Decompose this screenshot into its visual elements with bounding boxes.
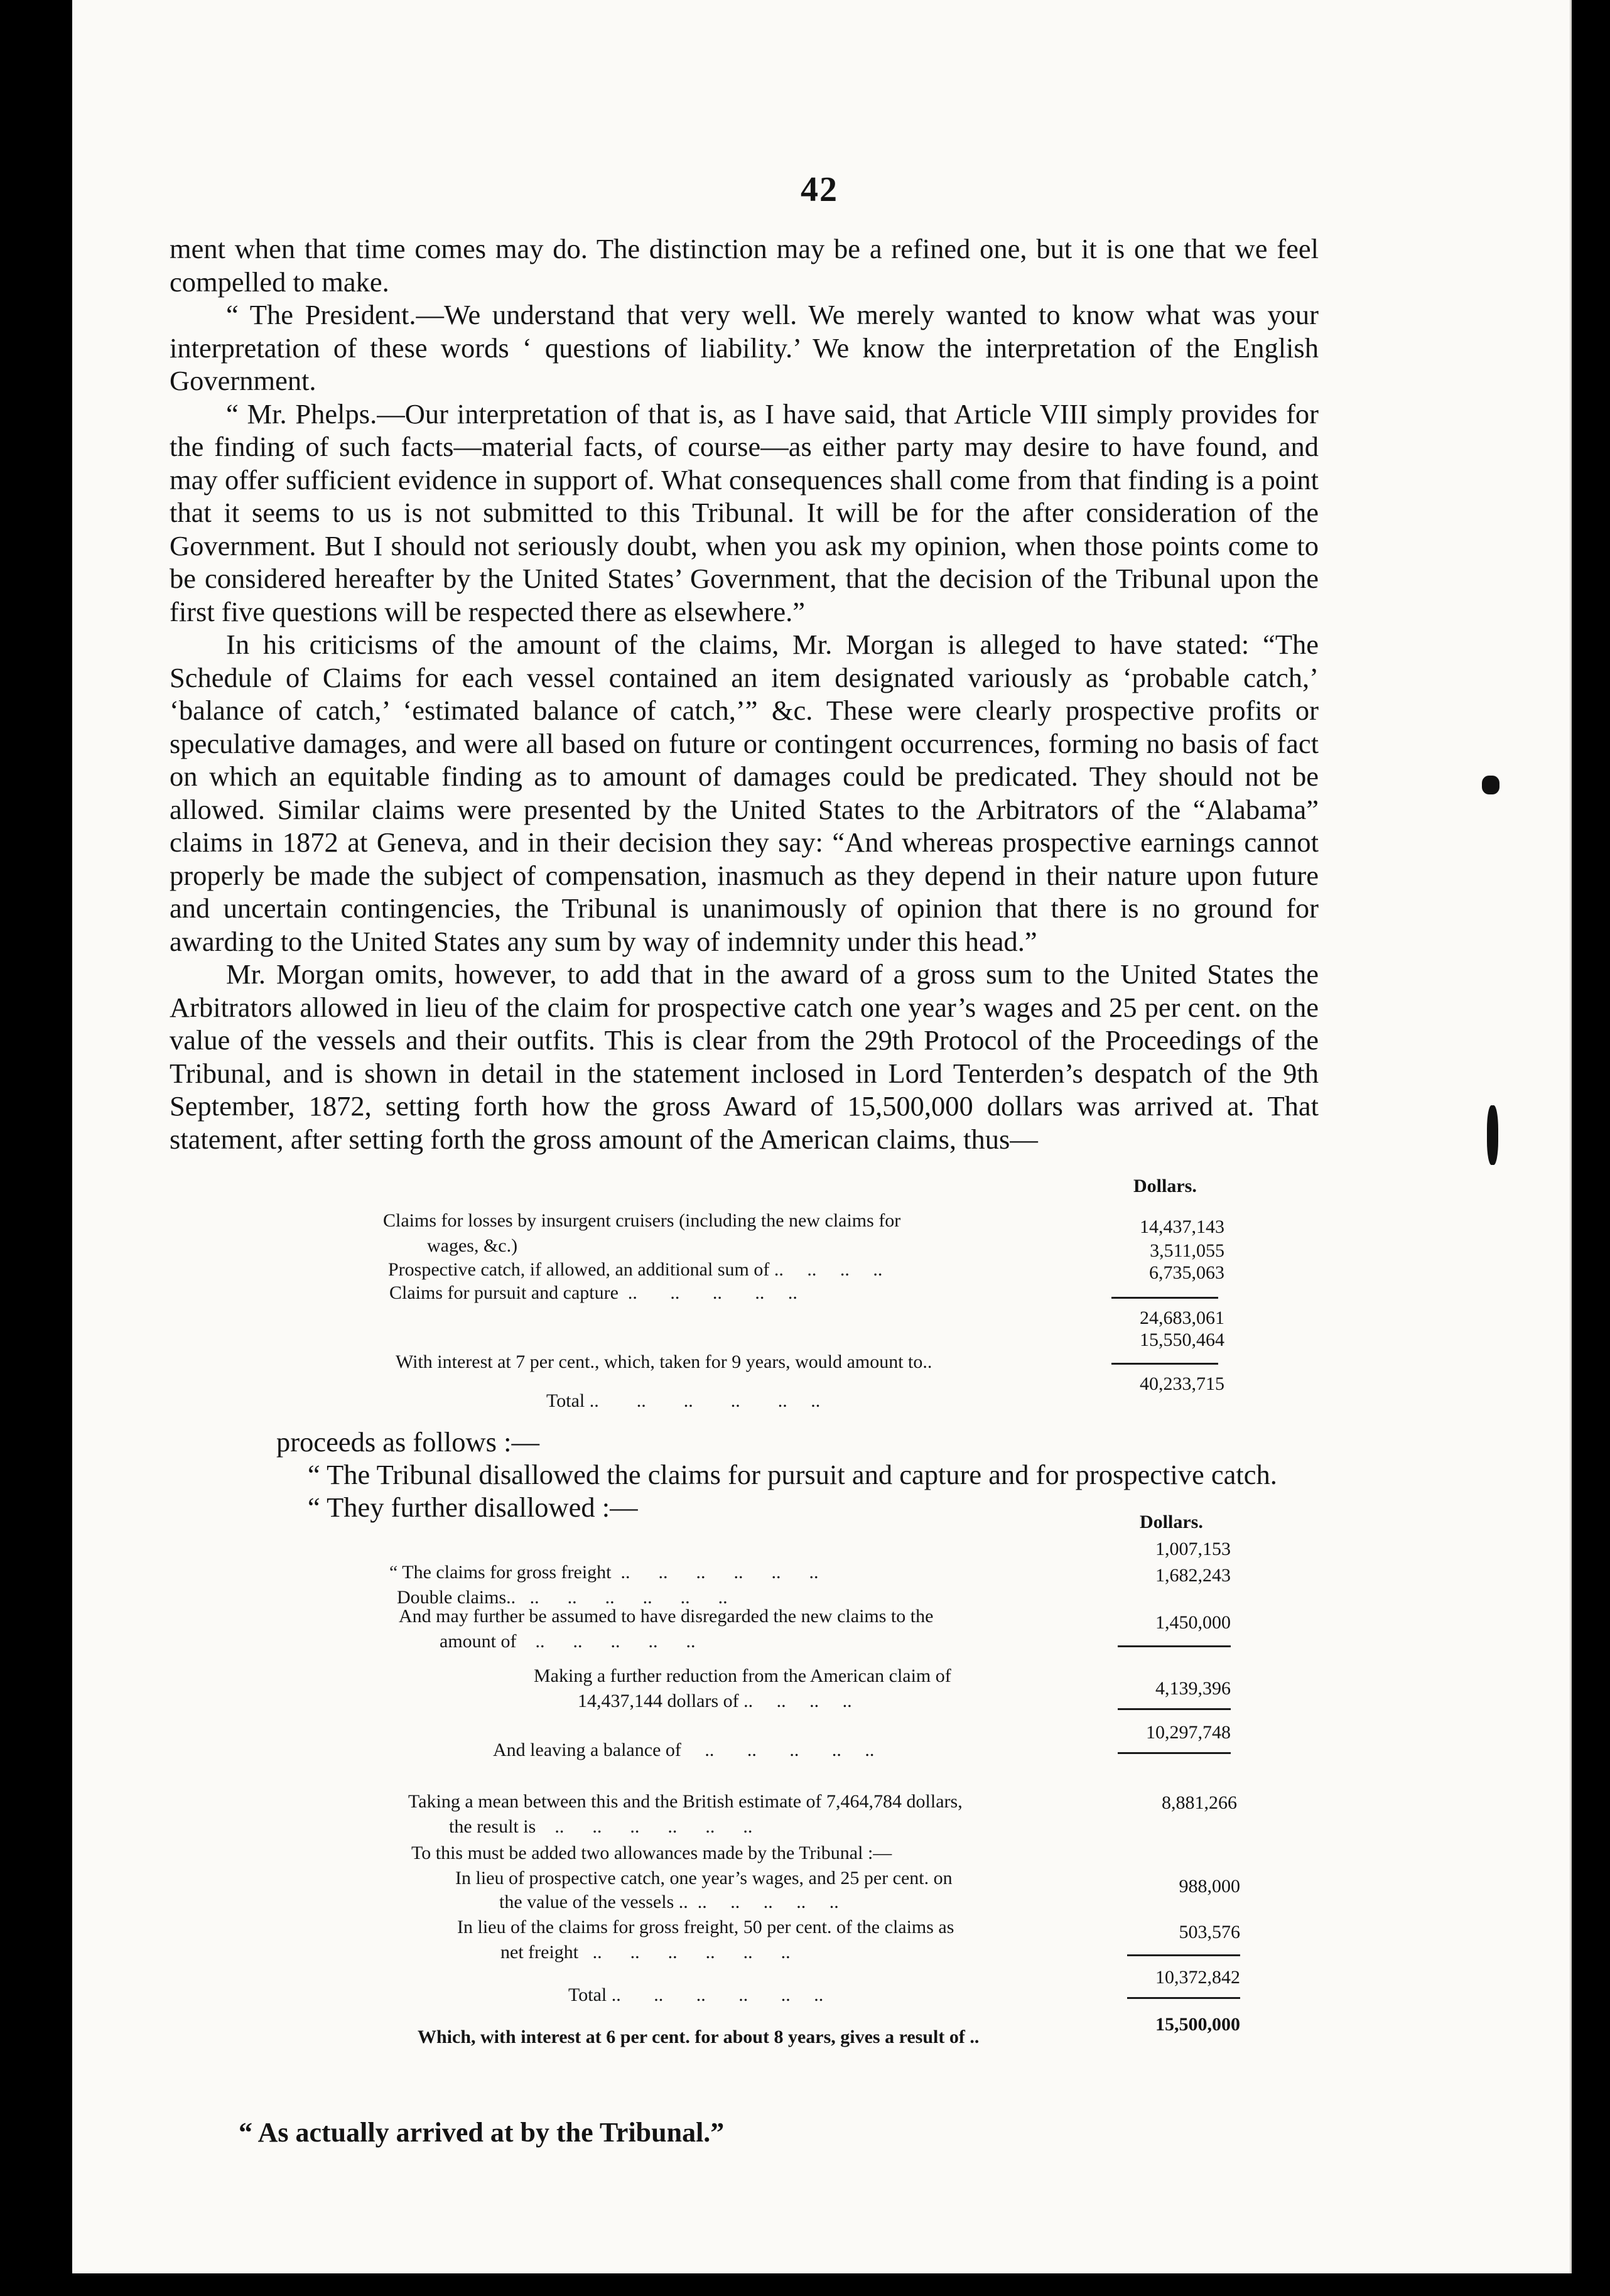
row-label-cont: wages, &c.) <box>427 1235 518 1256</box>
table-row <box>455 1866 953 1890</box>
table-row-continuation: net freight .. .. .. .. .. .. <box>500 1942 791 1963</box>
row-label-cont: 14,437,144 dollars of <box>578 1691 739 1711</box>
final-value: 15,500,000 <box>1155 2014 1240 2035</box>
row-label: Total <box>546 1390 585 1411</box>
row-label: Double claims.. <box>397 1587 516 1608</box>
row-label: And may further be assumed to have disregarded the new claims to the <box>399 1606 934 1627</box>
closing-line: “ As actually arrived at by the Tribunal.” <box>239 2117 725 2148</box>
row-label: Total <box>568 1985 607 2005</box>
paragraph-proceeds: proceeds as follows :— <box>276 1426 539 1458</box>
table-row <box>399 1605 933 1628</box>
sum-rule <box>1127 1954 1240 1956</box>
table-row-continuation <box>427 1234 517 1258</box>
row-value: 14,437,143 <box>1140 1216 1224 1237</box>
row-label: And leaving a balance of <box>493 1740 681 1760</box>
sum-rule <box>1118 1645 1231 1647</box>
paragraph-morgan-criticism: In his criticisms of the amount of the claims, Mr. Morgan is alleged to have stated: “The Schedule of Claims for each vessel contained an item designated variously as ‘probable catch,’ ‘balance of catch,’ ‘estimated balance of catch,’” &c. These were clearly prospective profits or speculative damages, and were all based on future or contingent occurrences, forming no basis of fact on which an equitable finding as to amount of damages could be predicated. They should not be allowed. Similar claims were presented by the United States to the Arbitrators of the “Alabama” claims in 1872 at Geneva, and in their decision they say: “And whereas prospective earnings cannot properly be made the subject of compensation, inasmuch as they depend in their nature upon future and uncertain contingencies, the Tribunal is unanimously of opinion that there is no ground for awarding to the United States any sum by way of indemnity under this head.” <box>170 629 1319 957</box>
sum-rule <box>1118 1708 1231 1710</box>
paragraph-further-disallowed: “ They further disallowed :— <box>308 1492 638 1523</box>
paragraph-president: “ The President.—We understand that very well. We merely wanted to know what was your interpretation of these words ‘ questions of liability.’ We know the interpretation of the English Government. <box>170 299 1319 396</box>
row-value: 1,682,243 <box>1155 1565 1231 1586</box>
sum-rule <box>1118 1752 1231 1754</box>
sum-rule <box>1127 1997 1240 1999</box>
table-row: And leaving a balance of .. .. .. .. .. <box>493 1740 875 1760</box>
paragraph-continuation: ment when that time comes may do. The distinction may be a refined one, but it is one that we feel compelled to make. <box>170 233 1319 298</box>
row-label: Taking a mean between this and the British estimate of 7,464,784 dollars, <box>408 1791 963 1812</box>
row-label: Making a further reduction from the American claim of <box>534 1665 951 1686</box>
row-label-cont: net freight <box>500 1942 579 1963</box>
sum-rule <box>1111 1363 1218 1365</box>
paragraph-phelps: “ Mr. Phelps.—Our interpretation of that is, as I have said, that Article VIII simply provides for the finding of such facts—material facts, of course—as either party may desire to have found, and may offer sufficient evidence in support of. What consequences shall come from that finding is a point that it seems to us is not submitted to this Tribunal. It will be for the after consideration of the Government. But I should not seriously doubt, when you ask my opinion, when those points come to be considered hereafter by the United States’ Government, that the decision of the Tribunal upon the first five questions will be respected there as elsewhere.” <box>170 398 1319 627</box>
table-row-continuation: amount of .. .. .. .. .. <box>440 1631 696 1652</box>
paragraph-disallowed: “ The Tribunal disallowed the claims for pursuit and capture and for prospective catch. <box>308 1459 1277 1490</box>
row-label: “ The claims for gross freight <box>389 1562 612 1583</box>
body-text <box>170 232 1319 1156</box>
table-row: Claims for pursuit and capture .. .. .. .. .. <box>389 1282 797 1303</box>
mid-text <box>207 1426 1337 1524</box>
sum-rule <box>1111 1297 1218 1299</box>
row-label: To this must be added two allowances made by the Tribunal :— <box>411 1843 892 1863</box>
row-value: 988,000 <box>1179 1876 1240 1897</box>
row-value: 4,139,396 <box>1155 1678 1231 1699</box>
table-row: “ The claims for gross freight .. .. .. .. .. .. <box>389 1562 819 1583</box>
row-value: 6,735,063 <box>1149 1262 1224 1283</box>
row-value: 1,007,153 <box>1155 1539 1231 1559</box>
row-value: 10,297,748 <box>1146 1722 1231 1743</box>
table-row <box>457 1915 954 1939</box>
row-label-cont: the value of the vessels .. <box>499 1892 688 1912</box>
table-row-continuation: the value of the vessels .. .. .. .. .. .. <box>499 1892 839 1912</box>
row-value: 8,881,266 <box>1162 1792 1237 1813</box>
row-label: Prospective catch, if allowed, an additional sum of <box>388 1259 770 1280</box>
table-row-continuation: 14,437,144 dollars of .. .. .. .. <box>578 1691 852 1711</box>
page-number: 42 <box>801 170 838 209</box>
table-row <box>383 1209 900 1233</box>
row-value: 503,576 <box>1179 1922 1240 1942</box>
table-row-final <box>418 2025 979 2049</box>
table-row: Double claims.. .. .. .. .. .. .. <box>397 1587 728 1608</box>
table-row <box>396 1350 932 1374</box>
row-label-cont: amount of <box>440 1631 517 1652</box>
table-header-dollars: Dollars. <box>1140 1512 1203 1532</box>
table-row <box>411 1841 892 1865</box>
table-row-total: Total .. .. .. .. .. .. <box>568 1985 824 2005</box>
row-value: 1,450,000 <box>1155 1612 1231 1633</box>
subtotal-value: 24,683,061 <box>1140 1308 1224 1328</box>
total-value: 10,372,842 <box>1155 1967 1240 1988</box>
table-row: Prospective catch, if allowed, an additional sum of .. .. .. .. <box>388 1259 883 1280</box>
row-label: In lieu of prospective catch, one year’s wages, and 25 per cent. on <box>455 1868 953 1888</box>
table-header-dollars: Dollars. <box>1133 1176 1197 1196</box>
row-label: Which, with interest at 6 per cent. for about 8 years, gives a result of .. <box>418 2027 980 2047</box>
row-value: 3,511,055 <box>1150 1240 1224 1261</box>
scan-artifact <box>1482 776 1499 794</box>
row-value: 15,550,464 <box>1140 1329 1224 1350</box>
table-row <box>534 1664 951 1688</box>
total-value: 40,233,715 <box>1140 1373 1224 1394</box>
row-label: Claims for pursuit and capture <box>389 1282 619 1303</box>
scan-artifact <box>1487 1105 1498 1165</box>
table-row <box>408 1790 963 1814</box>
row-label: In lieu of the claims for gross freight, 50 per cent. of the claims as <box>457 1917 954 1937</box>
row-label: With interest at 7 per cent., which, taken for 9 years, would amount to.. <box>396 1351 932 1372</box>
paragraph-morgan-omits: Mr. Morgan omits, however, to add that in the award of a gross sum to the United States the Arbitrators allowed in lieu of the claim for prospective catch one year’s wages and 25 per cent. on the value of the vessels and their outfits. This is clear from the 29th Protocol of the Proceedings of the Tribunal, and is shown in detail in the statement inclosed in Lord Tenterden’s despatch of the 9th September, 1872, setting forth how the gross Award of 15,500,000 dollars was arrived at. That statement, after setting forth the gross amount of the American claims, thus— <box>170 958 1319 1155</box>
table-row-total: Total .. .. .. .. .. .. <box>546 1390 821 1411</box>
row-label: Claims for losses by insurgent cruisers (including the new claims for <box>383 1210 901 1231</box>
table-row-continuation: the result is .. .. .. .. .. .. <box>449 1816 753 1837</box>
row-label-cont: the result is <box>449 1816 536 1837</box>
